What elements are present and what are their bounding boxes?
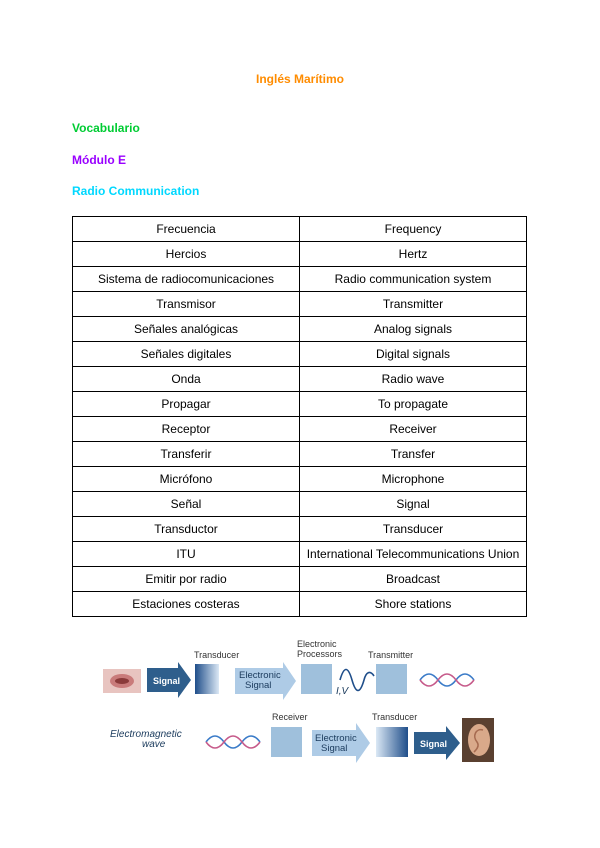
- electronic-signal-arrow-2: [312, 723, 370, 763]
- radio-wave-icon-2: [206, 736, 260, 748]
- spanish-term-cell: Receptor: [73, 417, 300, 442]
- spanish-term-cell: ITU: [73, 542, 300, 567]
- vocabulary-table: [72, 216, 527, 617]
- english-term-cell: Shore stations: [300, 592, 527, 617]
- iv-label: I,V: [336, 686, 349, 697]
- spanish-term-cell: Estaciones costeras: [73, 592, 300, 617]
- table-row: [73, 567, 527, 592]
- english-term-cell: Transmitter: [300, 292, 527, 317]
- english-term-cell: Microphone: [300, 467, 527, 492]
- transmitter-block: [376, 664, 407, 694]
- spanish-term-cell: Transductor: [73, 517, 300, 542]
- english-term-cell: Transfer: [300, 442, 527, 467]
- processors-label-a: Electronic: [297, 639, 337, 649]
- table-row: [73, 217, 527, 242]
- english-term-cell: Receiver: [300, 417, 527, 442]
- table-row: [73, 492, 527, 517]
- signal-label-2: Signal: [420, 739, 448, 749]
- electronic-signal-label-1b: Signal: [245, 680, 272, 691]
- heading-module: Módulo E: [72, 153, 126, 167]
- table-row: [73, 317, 527, 342]
- spanish-term-cell: Señales analógicas: [73, 317, 300, 342]
- signal-arrow-1: [147, 662, 191, 698]
- spanish-term-cell: Sistema de radiocomunicaciones: [73, 267, 300, 292]
- signal-arrow-2: [414, 726, 460, 760]
- table-row: [73, 592, 527, 617]
- english-term-cell: Digital signals: [300, 342, 527, 367]
- receiver-block: [271, 727, 302, 757]
- table-row: [73, 442, 527, 467]
- signal-label-1: Signal: [153, 676, 181, 686]
- electronic-signal-label-1a: Electronic: [239, 670, 281, 681]
- table-row: [73, 542, 527, 567]
- em-wave-label-a: Electromagnetic: [110, 729, 182, 740]
- english-term-cell: To propagate: [300, 392, 527, 417]
- signal-flow-diagram: [100, 636, 500, 766]
- english-term-cell: Broadcast: [300, 567, 527, 592]
- english-term-cell: Hertz: [300, 242, 527, 267]
- english-term-cell: Radio wave: [300, 367, 527, 392]
- spanish-term-cell: Transferir: [73, 442, 300, 467]
- em-wave-label-b: wave: [142, 739, 166, 750]
- spanish-term-cell: Micrófono: [73, 467, 300, 492]
- electronic-signal-label-2a: Electronic: [315, 733, 357, 744]
- radio-wave-icon-1: [420, 674, 474, 686]
- page-title: Inglés Marítimo: [255, 72, 344, 86]
- english-term-cell: Signal: [300, 492, 527, 517]
- transducer-block-2: [376, 727, 408, 757]
- waveform-icon: [336, 670, 374, 698]
- processor-block: [301, 664, 332, 694]
- electronic-signal-label-2b: Signal: [321, 743, 348, 754]
- table-row: [73, 392, 527, 417]
- english-term-cell: Radio communication system: [300, 267, 527, 292]
- receiver-label: Receiver: [272, 712, 308, 722]
- mouth-image: [103, 669, 141, 693]
- transducer-block-1: [195, 664, 219, 694]
- table-row: [73, 342, 527, 367]
- spanish-term-cell: Señales digitales: [73, 342, 300, 367]
- table-row: [73, 292, 527, 317]
- spanish-term-cell: Frecuencia: [73, 217, 300, 242]
- spanish-term-cell: Onda: [73, 367, 300, 392]
- transducer-label-1: Transducer: [194, 650, 240, 660]
- english-term-cell: International Telecommunications Union: [300, 542, 527, 567]
- table-row: [73, 417, 527, 442]
- spanish-term-cell: Señal: [73, 492, 300, 517]
- spanish-term-cell: Emitir por radio: [73, 567, 300, 592]
- transducer-label-2: Transducer: [372, 712, 418, 722]
- heading-topic: Radio Communication: [72, 184, 200, 198]
- heading-vocabulary: Vocabulario: [72, 121, 140, 135]
- english-term-cell: Analog signals: [300, 317, 527, 342]
- english-term-cell: Transducer: [300, 517, 527, 542]
- table-row: [73, 367, 527, 392]
- table-row: [73, 517, 527, 542]
- table-row: [73, 467, 527, 492]
- spanish-term-cell: Transmisor: [73, 292, 300, 317]
- electronic-signal-arrow-1: [235, 662, 296, 700]
- ear-image: [462, 718, 494, 762]
- english-term-cell: Frequency: [300, 217, 527, 242]
- processors-label-b: Processors: [297, 649, 343, 659]
- table-row: [73, 242, 527, 267]
- spanish-term-cell: Propagar: [73, 392, 300, 417]
- transmitter-label: Transmitter: [368, 650, 414, 660]
- spanish-term-cell: Hercios: [73, 242, 300, 267]
- table-row: [73, 267, 527, 292]
